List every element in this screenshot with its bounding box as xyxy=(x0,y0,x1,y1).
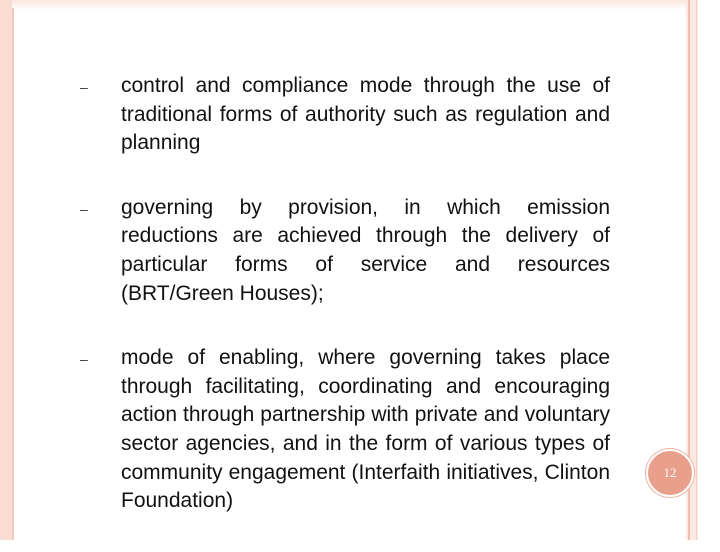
bullet-text: control and compliance mode through the use of traditional forms of authority such as regulation and planning xyxy=(121,74,610,155)
bullet-text: governing by provision, in which emission reductions are achieved through the delivery of particular forms of service and resources (BRT/Green Houses); xyxy=(121,195,610,305)
bullet-item xyxy=(80,72,610,158)
page-number: 12 xyxy=(663,465,677,480)
frame-top-border xyxy=(0,0,720,10)
bullet-text: mode of enabling, where governing takes place through facilitating, coordinating and encouraging action through partnership with private and voluntary sector agencies, and in the form of various types of community engagement (Interfaith initiatives, Clinton Foundation) xyxy=(121,346,610,513)
bullet-item xyxy=(80,194,610,308)
dash-bullet-icon: – xyxy=(80,200,88,217)
bullet-list xyxy=(80,72,610,552)
frame-left-border xyxy=(0,0,12,540)
bullet-item xyxy=(80,344,610,516)
dash-bullet-icon: – xyxy=(80,79,88,95)
frame-right-margin xyxy=(698,0,720,540)
frame-right-line-secondary xyxy=(696,0,697,540)
frame-left-line xyxy=(12,8,14,540)
page-number-badge xyxy=(646,449,694,497)
dash-bullet-icon: – xyxy=(80,351,88,368)
